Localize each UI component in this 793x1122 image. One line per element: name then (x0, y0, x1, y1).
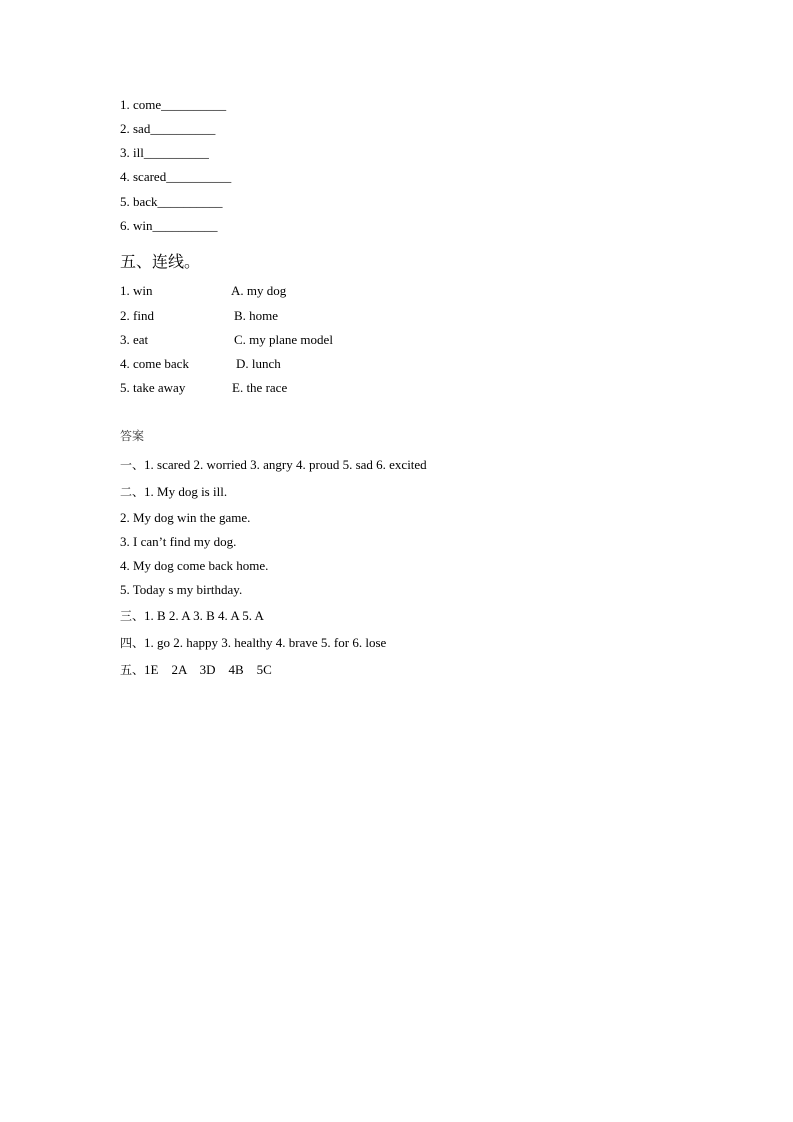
answers-section-2-line-3: 3. I can’t find my dog. (120, 534, 237, 549)
answers-section-1-text: 1. scared 2. worried 3. angry 4. proud 5. sad 6. excited (144, 457, 427, 472)
answers-section-4-prefix: 四、 (120, 636, 145, 650)
answers-section-5-text: 1E 2A 3D 4B 5C (144, 662, 272, 677)
answers-section-4 (120, 635, 386, 651)
answers-section-4-text: 1. go 2. happy 3. healthy 4. brave 5. for 6. lose (144, 635, 387, 650)
match-right-a: A. my dog (231, 283, 287, 298)
answers-section-2-line-1: 1. My dog is ill. (144, 484, 228, 499)
answers-section-5-prefix: 五、 (120, 663, 145, 677)
answers-section-3-text: 1. B 2. A 3. B 4. A 5. A (144, 608, 264, 623)
match-left-5: 5. take away (120, 380, 186, 395)
answers-section-5 (120, 662, 272, 678)
match-right-c: C. my plane model (234, 332, 333, 347)
answers-section-3 (120, 608, 264, 624)
match-left-4: 4. come back (120, 356, 189, 371)
answers-section-2-line-5: 5. Today s my birthday. (120, 582, 243, 597)
answers-section-2-line-4: 4. My dog come back home. (120, 558, 269, 573)
answers-section-2-prefix: 二、 (120, 485, 145, 499)
answers-title: 答案 (120, 429, 145, 443)
match-left-1: 1. win (120, 283, 153, 298)
match-left-2: 2. find (120, 308, 154, 323)
answers-section-2-line-2: 2. My dog win the game. (120, 510, 251, 525)
vocab-line-6: 6. win__________ (120, 218, 218, 233)
vocab-line-1: 1. come__________ (120, 97, 227, 112)
vocab-line-2: 2. sad__________ (120, 121, 216, 136)
vocab-line-5: 5. back__________ (120, 194, 223, 209)
answers-section-2 (120, 484, 227, 500)
match-right-d: D. lunch (236, 356, 281, 371)
vocab-line-3: 3. ill__________ (120, 145, 209, 160)
answers-section-1-prefix: 一、 (120, 458, 145, 472)
match-right-e: E. the race (232, 380, 288, 395)
answers-section-3-prefix: 三、 (120, 609, 145, 623)
match-right-b: B. home (234, 308, 279, 323)
match-left-3: 3. eat (120, 332, 149, 347)
section-5-heading: 五、连线。 (120, 252, 201, 271)
answers-section-1 (120, 457, 427, 473)
vocab-line-4: 4. scared__________ (120, 169, 232, 184)
